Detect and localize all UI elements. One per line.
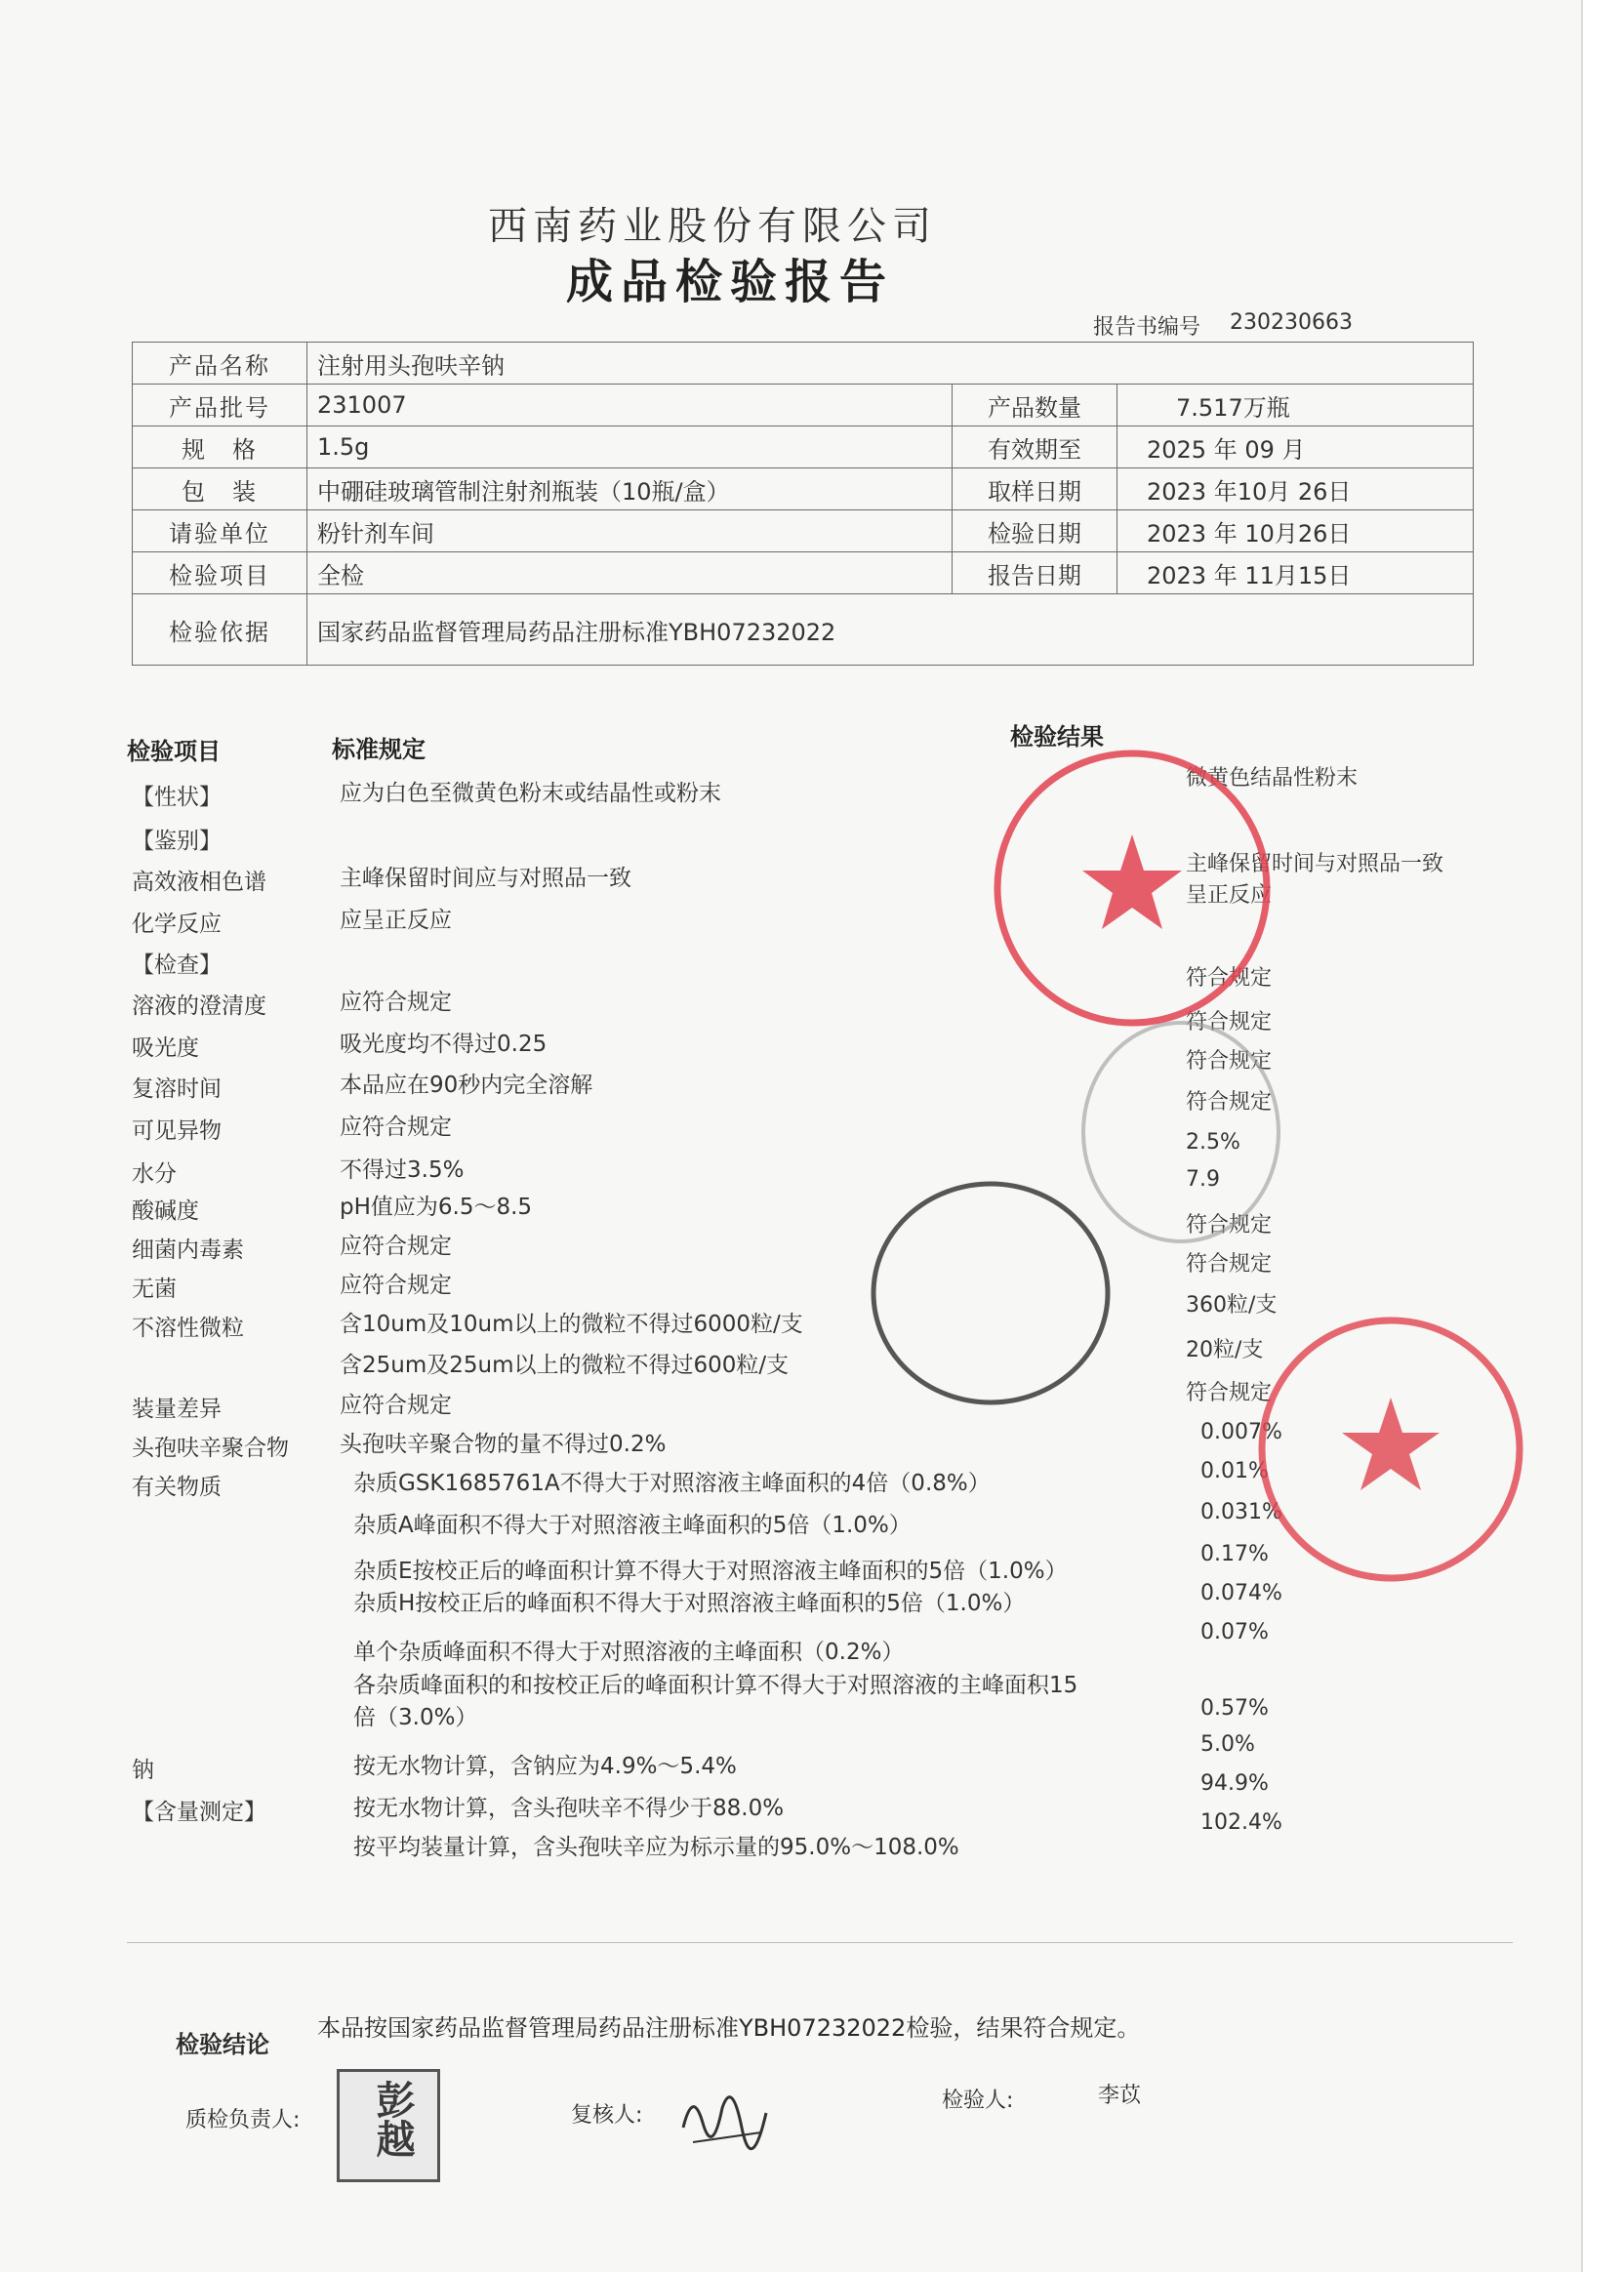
product-name: 注射用头孢呋辛钠	[307, 343, 1474, 385]
test-item: 钠	[132, 1758, 154, 1783]
test-item: 高效液相色谱	[132, 870, 266, 895]
standard-text: 按无水物计算，含钠应为4.9%～5.4%	[353, 1754, 737, 1779]
result-value: 符合规定	[1186, 966, 1273, 991]
test-item: 无菌	[132, 1277, 177, 1302]
standard-text: 按平均装量计算，含头孢呋辛应为标示量的95.0%～108.0%	[353, 1835, 959, 1860]
standard-text: 应符合规定	[340, 1115, 452, 1140]
test-item: 水分	[132, 1161, 177, 1187]
result-value: 102.4%	[1200, 1810, 1282, 1835]
report-date-label: 报告日期	[953, 552, 1117, 594]
result-value: 0.17%	[1200, 1542, 1269, 1566]
standard-text: 各杂质峰面积的和按校正后的峰面积计算不得大于对照溶液的主峰面积15	[353, 1673, 1078, 1698]
expiry-value: 2025 年 09 月	[1117, 426, 1474, 468]
company-name: 西南药业股份有限公司	[488, 204, 937, 249]
standard-text: 按无水物计算，含头孢呋辛不得少于88.0%	[353, 1796, 785, 1821]
result-value: 符合规定	[1186, 1010, 1273, 1035]
result-value: 2.5%	[1186, 1130, 1240, 1155]
standard-text: 吸光度均不得过0.25	[340, 1032, 548, 1057]
quantity-label: 产品数量	[953, 385, 1117, 426]
spec-label: 规 格	[133, 426, 307, 468]
standard-text: 主峰保留时间应与对照品一致	[340, 866, 631, 891]
result-value: 7.9	[1186, 1167, 1220, 1192]
inspector-label: 检验人:	[942, 2089, 1014, 2113]
col-header-item: 检验项目	[127, 738, 221, 765]
test-item: 头孢呋辛聚合物	[132, 1436, 289, 1461]
batch-label: 产品批号	[133, 385, 307, 426]
result-value: 0.031%	[1200, 1500, 1282, 1524]
product-name-label: 产品名称	[133, 343, 307, 385]
standard-text: 应符合规定	[340, 1234, 452, 1259]
standard-text: 含10um及10um以上的微粒不得过6000粒/支	[340, 1312, 803, 1337]
result-value: 符合规定	[1186, 1381, 1273, 1405]
paper-edge	[1581, 0, 1624, 2272]
standard-text: 不得过3.5%	[340, 1157, 465, 1183]
spec-value: 1.5g	[307, 426, 953, 468]
basis-label: 检验依据	[133, 594, 307, 666]
col-header-result: 检验结果	[1010, 723, 1104, 751]
col-header-standard: 标准规定	[332, 736, 426, 763]
result-value: 符合规定	[1186, 1090, 1273, 1115]
result-value: 符合规定	[1186, 1213, 1273, 1237]
divider	[127, 1942, 1513, 1943]
standard-text: 头孢呋辛聚合物的量不得过0.2%	[340, 1432, 667, 1457]
result-value: 20粒/支	[1186, 1338, 1264, 1362]
conclusion-label: 检验结论	[176, 2031, 269, 2058]
result-value: 微黄色结晶性粉末	[1186, 766, 1359, 791]
standard-text: pH值应为6.5～8.5	[340, 1195, 533, 1220]
result-value: 0.074%	[1200, 1581, 1282, 1605]
report-no-label: 报告书编号	[1093, 315, 1201, 340]
standard-text: 杂质GSK1685761A不得大于对照溶液主峰面积的4倍（0.8%）	[353, 1471, 991, 1496]
result-value: 0.007%	[1200, 1420, 1282, 1444]
sampling-label: 取样日期	[953, 468, 1117, 510]
standard-text: 杂质A峰面积不得大于对照溶液主峰面积的5倍（1.0%）	[353, 1513, 912, 1538]
package-label: 包 装	[133, 468, 307, 510]
test-item: 【含量测定】	[132, 1800, 266, 1825]
qc-signature-stamp	[337, 2069, 440, 2182]
qc-signature: 彭越	[370, 2080, 416, 2158]
standard-text: 倍（3.0%）	[353, 1705, 478, 1730]
package-value: 中硼硅玻璃管制注射剂瓶装（10瓶/盒）	[307, 468, 953, 510]
reviewer-signature	[673, 2069, 781, 2157]
quantity-value: 7.517万瓶	[1117, 385, 1474, 426]
result-value: 0.07%	[1200, 1620, 1269, 1644]
conclusion-text: 本品按国家药品监督管理局药品注册标准YBH07232022检验，结果符合规定。	[317, 2014, 1141, 2042]
reviewer-label: 复核人:	[571, 2103, 643, 2128]
qc-pass-stamp	[864, 1171, 1117, 1415]
report-title: 成品检验报告	[566, 255, 895, 309]
test-date-label: 检验日期	[953, 510, 1117, 552]
test-item: 细菌内毒素	[132, 1237, 244, 1263]
red-seal-stamp-1	[986, 742, 1279, 1035]
test-item: 有关物质	[132, 1475, 222, 1500]
test-item: 不溶性微粒	[132, 1316, 244, 1341]
result-value: 主峰保留时间与对照品一致	[1186, 852, 1444, 876]
standard-text: 杂质H按校正后的峰面积不得大于对照溶液主峰面积的5倍（1.0%）	[353, 1591, 1026, 1616]
red-seal-stamp-2	[1249, 1308, 1532, 1591]
standard-text: 应符合规定	[340, 1393, 452, 1418]
result-value: 符合规定	[1186, 1049, 1273, 1074]
test-item: 酸碱度	[132, 1198, 199, 1224]
test-item: 可见异物	[132, 1118, 222, 1144]
test-date-value: 2023 年 10月26日	[1117, 510, 1474, 552]
batch-value: 231007	[307, 385, 953, 426]
standard-text: 应符合规定	[340, 1273, 452, 1298]
standard-text: 应呈正反应	[340, 908, 452, 933]
standard-text: 应符合规定	[340, 990, 452, 1015]
expiry-label: 有效期至	[953, 426, 1117, 468]
sampling-value: 2023 年10月 26日	[1117, 468, 1474, 510]
report-no: 230230663	[1230, 310, 1353, 335]
result-value: 0.57%	[1200, 1696, 1269, 1721]
standard-text: 单个杂质峰面积不得大于对照溶液的主峰面积（0.2%）	[353, 1640, 905, 1665]
product-info-table	[132, 342, 1474, 666]
standard-text: 应为白色至微黄色粉末或结晶性或粉末	[340, 781, 721, 806]
test-item: 化学反应	[132, 912, 222, 937]
standard-text: 杂质E按校正后的峰面积计算不得大于对照溶液主峰面积的5倍（1.0%）	[353, 1559, 1068, 1584]
result-value: 5.0%	[1200, 1732, 1255, 1757]
result-value: 符合规定	[1186, 1252, 1273, 1277]
result-value: 360粒/支	[1186, 1293, 1278, 1318]
test-items-value: 全检	[307, 552, 953, 594]
result-value: 呈正反应	[1186, 883, 1273, 908]
test-item: 装量差异	[132, 1397, 222, 1422]
basis-value: 国家药品监督管理局药品注册标准YBH07232022	[307, 594, 1474, 666]
test-item: 吸光度	[132, 1035, 199, 1061]
report-date-value: 2023 年 11月15日	[1117, 552, 1474, 594]
test-item: 复溶时间	[132, 1076, 222, 1102]
result-value: 94.9%	[1200, 1771, 1269, 1796]
test-item: 溶液的澄清度	[132, 994, 266, 1019]
inspector-name: 李苡	[1098, 2084, 1142, 2108]
requester-label: 请验单位	[133, 510, 307, 552]
result-value: 0.01%	[1200, 1459, 1269, 1483]
test-items-label: 检验项目	[133, 552, 307, 594]
standard-text: 含25um及25um以上的微粒不得过600粒/支	[340, 1353, 790, 1378]
test-item: 【检查】	[132, 953, 222, 978]
requester-value: 粉针剂车间	[307, 510, 953, 552]
test-item: 【性状】	[132, 785, 222, 810]
qc-manager-label: 质检负责人:	[185, 2108, 301, 2132]
standard-text: 本品应在90秒内完全溶解	[340, 1073, 593, 1098]
test-item: 【鉴别】	[132, 829, 222, 854]
